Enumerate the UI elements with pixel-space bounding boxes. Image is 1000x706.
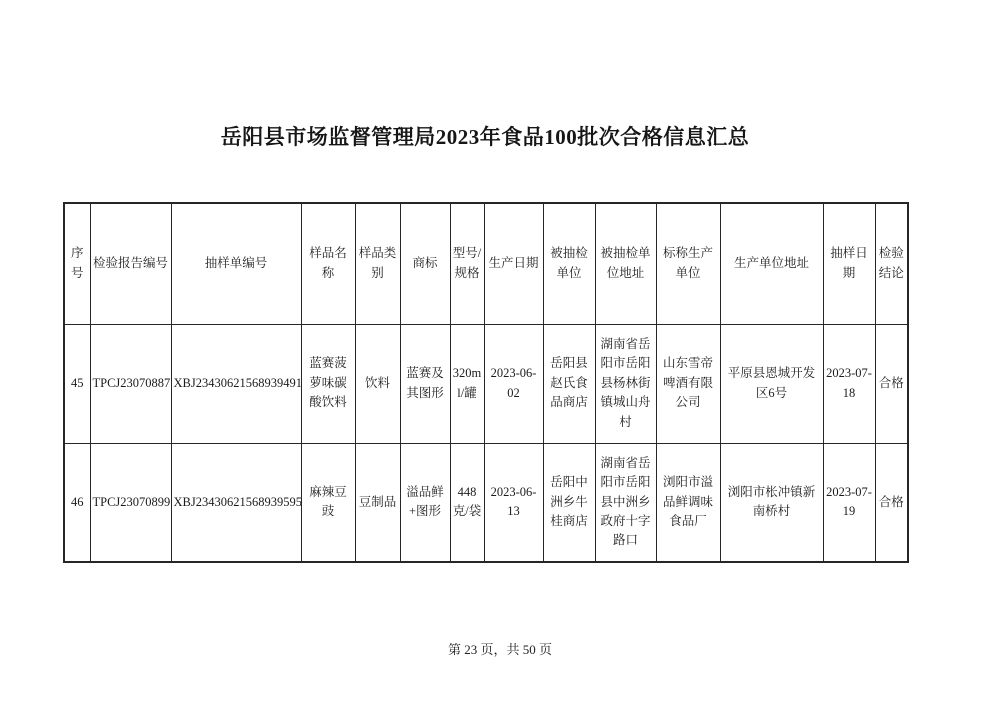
table-header-row <box>64 203 908 324</box>
cell-sample-name: 蓝赛菠萝味碳酸饮料 <box>301 324 355 443</box>
cell-producer: 浏阳市溢品鲜调味食品厂 <box>656 443 720 562</box>
cell-spec: 448克/袋 <box>450 443 484 562</box>
header-conclusion: 检验结论 <box>875 203 908 324</box>
cell-sampling-date: 2023-07-19 <box>823 443 875 562</box>
page-number-footer: 第 23 页，共 50 页 <box>447 642 552 657</box>
cell-seq: 45 <box>64 324 90 443</box>
header-trademark: 商标 <box>400 203 450 324</box>
header-sample-form-no: 抽样单编号 <box>171 203 301 324</box>
cell-spec: 320ml/罐 <box>450 324 484 443</box>
cell-sample-category: 豆制品 <box>355 443 400 562</box>
header-sampled-unit: 被抽检单位 <box>543 203 595 324</box>
header-spec: 型号/规格 <box>450 203 484 324</box>
cell-sampling-date: 2023-07-18 <box>823 324 875 443</box>
header-producer-address: 生产单位地址 <box>720 203 823 324</box>
cell-sampled-unit: 岳阳县赵氏食品商店 <box>543 324 595 443</box>
cell-sampled-unit-address: 湖南省岳阳市岳阳县杨林街镇城山舟村 <box>595 324 656 443</box>
table-row <box>64 324 908 443</box>
cell-report-no: TPCJ23070899 <box>90 443 171 562</box>
cell-trademark: 蓝赛及其图形 <box>400 324 450 443</box>
header-producer: 标称生产单位 <box>656 203 720 324</box>
cell-report-no: TPCJ23070887 <box>90 324 171 443</box>
cell-sample-category: 饮料 <box>355 324 400 443</box>
cell-sampled-unit: 岳阳中洲乡牛桂商店 <box>543 443 595 562</box>
inspection-summary-table <box>63 202 909 563</box>
cell-sample-name: 麻辣豆豉 <box>301 443 355 562</box>
cell-seq: 46 <box>64 443 90 562</box>
cell-production-date: 2023-06-02 <box>484 324 543 443</box>
header-sampling-date: 抽样日期 <box>823 203 875 324</box>
cell-sampled-unit-address: 湖南省岳阳市岳阳县中洲乡政府十字路口 <box>595 443 656 562</box>
header-sample-category: 样品类别 <box>355 203 400 324</box>
header-sample-name: 样品名称 <box>301 203 355 324</box>
cell-production-date: 2023-06-13 <box>484 443 543 562</box>
cell-producer: 山东雪帝啤酒有限公司 <box>656 324 720 443</box>
cell-producer-address: 浏阳市枨冲镇新南桥村 <box>720 443 823 562</box>
header-sampled-unit-address: 被抽检单位地址 <box>595 203 656 324</box>
cell-conclusion: 合格 <box>875 324 908 443</box>
header-report-no: 检验报告编号 <box>90 203 171 324</box>
page-title: 岳阳县市场监督管理局2023年食品100批次合格信息汇总 <box>220 125 750 149</box>
header-production-date: 生产日期 <box>484 203 543 324</box>
cell-sample-form-no: XBJ23430621568939491 <box>171 324 301 443</box>
cell-sample-form-no: XBJ23430621568939595 <box>171 443 301 562</box>
table-row <box>64 443 908 562</box>
cell-trademark: 溢品鲜+图形 <box>400 443 450 562</box>
cell-producer-address: 平原县恩城开发区6号 <box>720 324 823 443</box>
header-seq: 序号 <box>64 203 90 324</box>
cell-conclusion: 合格 <box>875 443 908 562</box>
